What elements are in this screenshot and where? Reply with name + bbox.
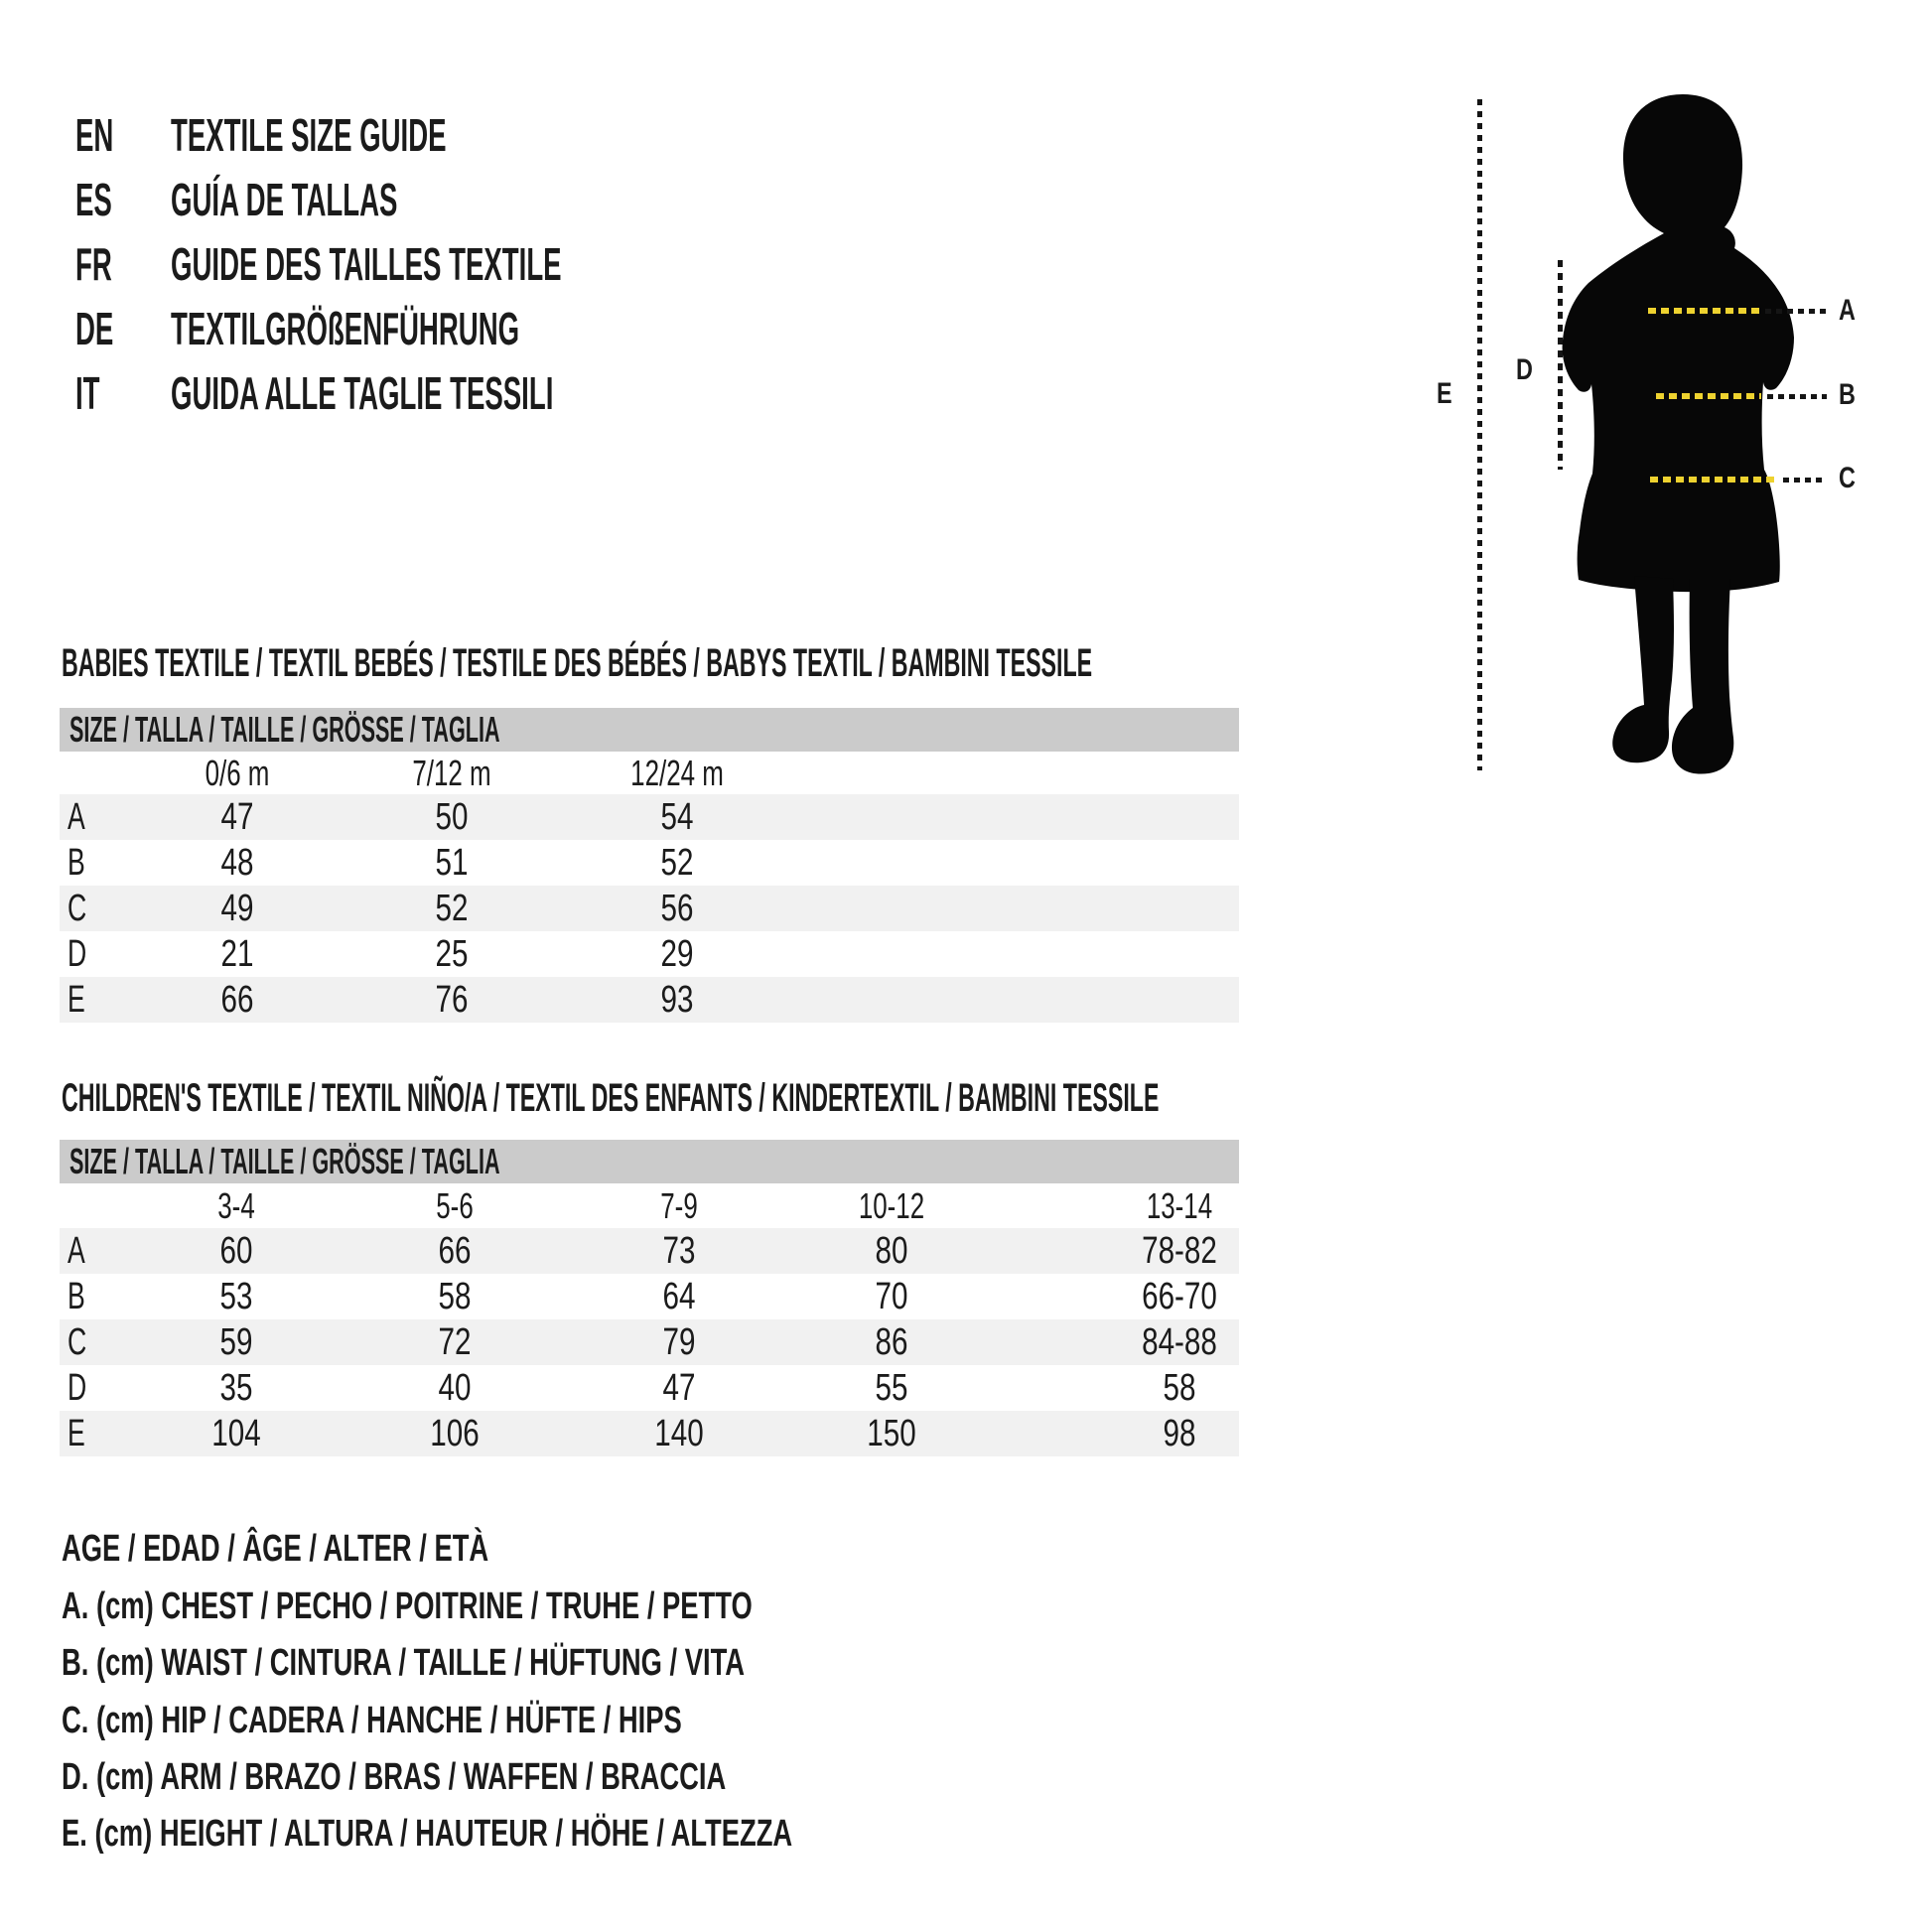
lang-title-fr: GUIDE DES TAILLES TEXTILE	[171, 238, 562, 290]
table-cell: 66	[438, 1230, 472, 1272]
row-label: B	[68, 842, 85, 884]
table-cell: 84-88	[1142, 1321, 1217, 1363]
height-measure-line-E	[1477, 99, 1482, 770]
babies-table-row-B	[60, 840, 1239, 886]
babies-table-row-A	[60, 794, 1239, 840]
measure-label-E: E	[1437, 377, 1452, 410]
babies-column-header-row	[60, 752, 1239, 794]
lang-title-de: TEXTILGRÖßENFÜHRUNG	[171, 303, 520, 354]
children-table-heading: CHILDREN'S TEXTILE / TEXTIL NIÑO/A / TEXTIL DES ENFANTS / KINDERTEXTIL / BAMBINI TESSILE	[62, 1076, 1160, 1120]
row-label: E	[68, 979, 85, 1021]
row-label: E	[68, 1413, 85, 1454]
table-cell: 150	[867, 1413, 916, 1454]
table-cell: 66	[220, 979, 254, 1021]
children-table-row-C	[60, 1319, 1239, 1365]
table-cell: 76	[435, 979, 469, 1021]
row-label: A	[68, 796, 85, 838]
table-cell: 50	[435, 796, 469, 838]
babies-column-header: 0/6 m	[205, 753, 270, 793]
lang-code-es: ES	[75, 174, 112, 225]
legend-waist-B: B. (cm) WAIST / CINTURA / TAILLE / HÜFTUNG / VITA	[62, 1642, 746, 1684]
table-cell: 86	[875, 1321, 908, 1363]
lang-title-it: GUIDA ALLE TAGLIE TESSILI	[171, 367, 554, 419]
babies-column-header: 7/12 m	[412, 753, 491, 793]
babies-table-row-C	[60, 886, 1239, 931]
table-cell: 80	[875, 1230, 908, 1272]
table-cell: 40	[438, 1367, 472, 1409]
children-size-bar	[60, 1140, 1239, 1183]
row-label: D	[68, 933, 87, 975]
table-cell: 52	[660, 842, 694, 884]
children-column-header: 10-12	[858, 1185, 925, 1226]
lang-title-es: GUÍA DE TALLAS	[171, 174, 398, 225]
babies-table-heading: BABIES TEXTILE / TEXTIL BEBÉS / TESTILE DES BÉBÉS / BABYS TEXTIL / BAMBINI TESSILE	[62, 641, 1093, 685]
table-cell: 58	[438, 1276, 472, 1317]
table-cell: 58	[1163, 1367, 1196, 1409]
table-cell: 21	[220, 933, 254, 975]
children-table-row-A	[60, 1228, 1239, 1274]
hip-line-C-dots	[1783, 478, 1827, 483]
table-cell: 60	[219, 1230, 253, 1272]
waist-line-B-yellow	[1656, 393, 1761, 399]
measure-label-A: A	[1839, 294, 1856, 327]
lang-code-en: EN	[75, 109, 114, 161]
table-cell: 73	[662, 1230, 696, 1272]
table-cell: 35	[219, 1367, 253, 1409]
row-label: A	[68, 1230, 85, 1272]
hip-line-C-yellow	[1650, 477, 1777, 483]
children-column-header-row	[60, 1183, 1239, 1228]
table-cell: 47	[662, 1367, 696, 1409]
table-cell: 140	[654, 1413, 704, 1454]
table-cell: 25	[435, 933, 469, 975]
children-column-header: 3-4	[217, 1185, 255, 1226]
measure-label-C: C	[1839, 462, 1856, 494]
table-cell: 48	[220, 842, 254, 884]
row-label: C	[68, 1321, 87, 1363]
lang-code-it: IT	[75, 367, 100, 419]
table-cell: 66-70	[1142, 1276, 1217, 1317]
table-cell: 56	[660, 888, 694, 929]
chest-line-A-yellow	[1648, 308, 1759, 314]
lang-code-de: DE	[75, 303, 114, 354]
babies-size-bar	[60, 708, 1239, 752]
table-cell: 51	[435, 842, 469, 884]
row-label: C	[68, 888, 87, 929]
table-cell: 98	[1163, 1413, 1196, 1454]
legend-chest-A: A. (cm) CHEST / PECHO / POITRINE / TRUHE / PETTO	[62, 1586, 753, 1627]
child-silhouette	[1533, 84, 1831, 779]
table-cell: 78-82	[1142, 1230, 1217, 1272]
table-cell: 53	[219, 1276, 253, 1317]
table-cell: 72	[438, 1321, 472, 1363]
babies-table-row-E	[60, 977, 1239, 1023]
row-label: B	[68, 1276, 85, 1317]
row-label: D	[68, 1367, 87, 1409]
chest-line-A-dots	[1765, 309, 1827, 314]
table-cell: 59	[219, 1321, 253, 1363]
waist-line-B-dots	[1767, 394, 1827, 399]
babies-size-bar-label: SIZE / TALLA / TAILLE / GRÖSSE / TAGLIA	[69, 709, 500, 750]
table-cell: 52	[435, 888, 469, 929]
babies-table-row-D	[60, 931, 1239, 977]
table-cell: 29	[660, 933, 694, 975]
legend-arm-D: D. (cm) ARM / BRAZO / BRAS / WAFFEN / BRACCIA	[62, 1756, 727, 1798]
children-table-row-B	[60, 1274, 1239, 1319]
babies-column-header: 12/24 m	[630, 753, 724, 793]
table-cell: 79	[662, 1321, 696, 1363]
table-cell: 64	[662, 1276, 696, 1317]
children-column-header: 13-14	[1146, 1185, 1213, 1226]
measure-label-B: B	[1839, 378, 1856, 411]
table-cell: 47	[220, 796, 254, 838]
lang-code-fr: FR	[75, 238, 112, 290]
table-cell: 54	[660, 796, 694, 838]
children-table-row-E	[60, 1411, 1239, 1456]
children-column-header: 5-6	[436, 1185, 474, 1226]
table-cell: 93	[660, 979, 694, 1021]
table-cell: 55	[875, 1367, 908, 1409]
legend-hip-C: C. (cm) HIP / CADERA / HANCHE / HÜFTE / HIPS	[62, 1700, 682, 1741]
legend-age: AGE / EDAD / ÂGE / ALTER / ETÀ	[62, 1528, 489, 1570]
table-cell: 106	[430, 1413, 480, 1454]
measure-label-D: D	[1516, 353, 1533, 386]
lang-title-en: TEXTILE SIZE GUIDE	[171, 109, 447, 161]
table-cell: 104	[211, 1413, 261, 1454]
children-size-bar-label: SIZE / TALLA / TAILLE / GRÖSSE / TAGLIA	[69, 1141, 500, 1181]
table-cell: 49	[220, 888, 254, 929]
legend-height-E: E. (cm) HEIGHT / ALTURA / HAUTEUR / HÖHE / ALTEZZA	[62, 1813, 793, 1855]
children-table-row-D	[60, 1365, 1239, 1411]
table-cell: 70	[875, 1276, 908, 1317]
children-column-header: 7-9	[660, 1185, 698, 1226]
